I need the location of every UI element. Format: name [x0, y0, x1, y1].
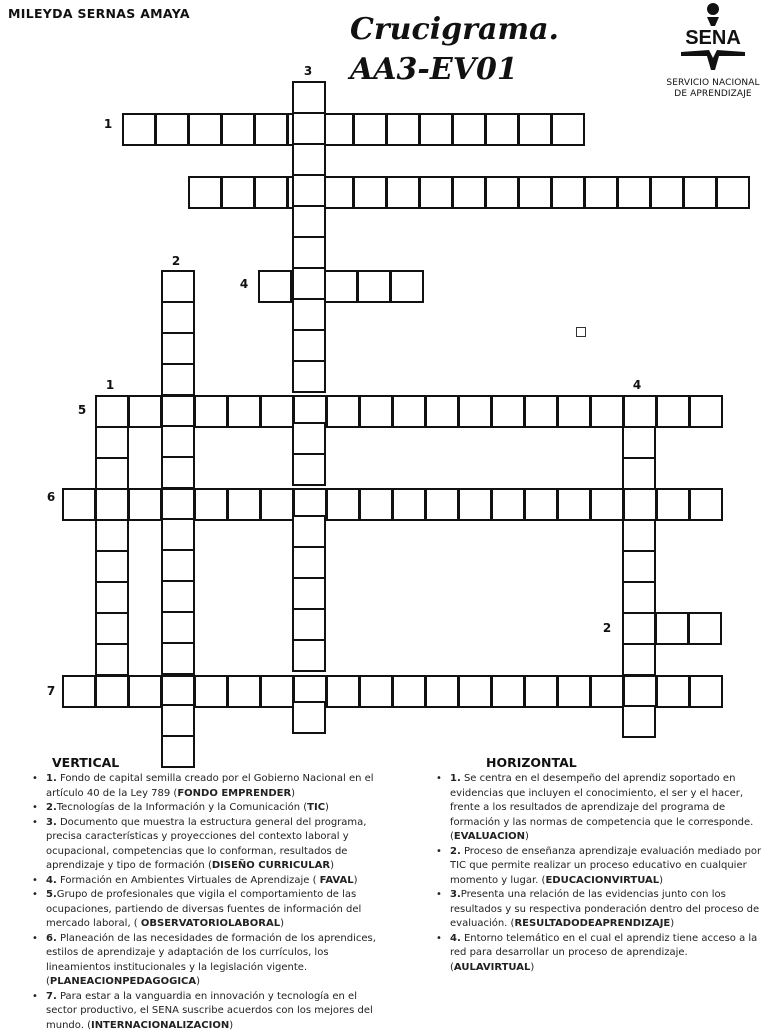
crossword-cell[interactable]: [292, 112, 326, 145]
crossword-cell[interactable]: [161, 549, 195, 582]
horizontal-clue-1-close: ): [525, 831, 529, 842]
horizontal-clue-2-close: ): [659, 875, 663, 886]
crossword-cell[interactable]: [292, 267, 326, 300]
clue-number-v2: 2: [166, 254, 186, 268]
crossword-cell[interactable]: [485, 176, 519, 209]
vertical-heading: VERTICAL: [52, 755, 119, 770]
crossword-cell[interactable]: [622, 643, 656, 676]
vertical-clue-1-close: ): [291, 788, 295, 799]
crossword-cell[interactable]: [292, 236, 326, 269]
crossword-cell[interactable]: [688, 612, 722, 645]
crossword-cell[interactable]: [419, 176, 453, 209]
crossword-cell[interactable]: [491, 488, 525, 521]
crossword-cell[interactable]: [194, 675, 228, 708]
horizontal-clue-4-close: ): [530, 962, 534, 973]
crossword-cell[interactable]: [623, 488, 657, 521]
crossword-cell[interactable]: [590, 488, 624, 521]
crossword-cell[interactable]: [292, 701, 326, 734]
crossword-cell[interactable]: [254, 176, 288, 209]
crossword-cell[interactable]: [655, 612, 689, 645]
crossword-cell[interactable]: [557, 675, 591, 708]
crossword-cell[interactable]: [683, 176, 717, 209]
title-line-2: AA3-EV01: [350, 50, 650, 90]
vertical-clue-6-text: Planeación de las necesidades de formación de los aprendices, estilos de aprendizaje y adaptación de los currículos, los lineamientos institucionales y la legislación vigente. (: [46, 933, 376, 988]
crossword-cell[interactable]: [622, 581, 656, 614]
horizontal-clue-1-num: 1.: [450, 773, 461, 784]
crossword-cell[interactable]: [491, 395, 525, 428]
stray-box-icon: [576, 327, 586, 337]
crossword-cell[interactable]: [485, 113, 519, 146]
crossword-cell[interactable]: [221, 113, 255, 146]
crossword-cell[interactable]: [524, 488, 558, 521]
vertical-clue-4-text: Formación en Ambientes Virtuales de Aprendizaje (: [57, 875, 320, 886]
crossword-cell[interactable]: [689, 395, 723, 428]
crossword-cell[interactable]: [292, 298, 326, 331]
crossword-cell[interactable]: [128, 675, 162, 708]
vertical-clue-1-num: 1.: [46, 773, 57, 784]
crossword-cell[interactable]: [161, 456, 195, 489]
horizontal-clue-4-answer: AULAVIRTUAL: [454, 962, 530, 973]
crossword-cell[interactable]: [392, 395, 426, 428]
clue-number-v4: 4: [234, 277, 254, 291]
vertical-clue-3-close: ): [330, 860, 334, 871]
clue-number-h2: 2: [597, 621, 617, 635]
clue-number-h1: 1: [98, 117, 118, 131]
vertical-clue-5-num: 5.: [46, 889, 57, 900]
crossword-cell[interactable]: [551, 176, 585, 209]
vertical-clue-4-num: 4.: [46, 875, 57, 886]
crossword-cell[interactable]: [458, 675, 492, 708]
crossword-cell[interactable]: [622, 457, 656, 490]
vertical-clue-1-answer: FONDO EMPRENDER: [177, 788, 291, 799]
vertical-clue-6: [24, 932, 384, 990]
crossword-cell[interactable]: [95, 675, 129, 708]
crossword-cell[interactable]: [518, 113, 552, 146]
crossword-cell[interactable]: [452, 176, 486, 209]
crossword-cell[interactable]: [326, 488, 360, 521]
crossword-cell[interactable]: [292, 639, 326, 672]
crossword-cell[interactable]: [551, 113, 585, 146]
crossword-cell[interactable]: [260, 675, 294, 708]
crossword-cell[interactable]: [258, 270, 292, 303]
crossword-cell[interactable]: [392, 488, 426, 521]
vertical-clue-6-answer: PLANEACIONPEDAGOGICA: [50, 976, 196, 987]
crossword-cell[interactable]: [656, 395, 690, 428]
crossword-cell[interactable]: [623, 675, 657, 708]
vertical-clue-7: [24, 990, 384, 1033]
horizontal-clue-3-num: 3.: [450, 889, 461, 900]
vertical-clue-3-answer: DISEÑO CURRICULAR: [212, 860, 330, 871]
crossword-cell[interactable]: [95, 581, 129, 614]
vertical-clue-1: [24, 772, 384, 801]
crossword-cell[interactable]: [689, 675, 723, 708]
horizontal-clue-3-answer: RESULTADODEAPRENDIZAJE: [514, 918, 670, 929]
clue-number-v6: 6: [41, 490, 61, 504]
title-line-1: Crucigrama.: [350, 10, 650, 50]
horizontal-clue-4-text: Entorno telemático en el cual el aprendiz tiene acceso a la red para desarrollar un proceso de aprendizaje. (: [450, 933, 757, 973]
crossword-cell[interactable]: [292, 453, 326, 486]
vertical-clue-2: [24, 801, 384, 816]
crossword-cell[interactable]: [221, 176, 255, 209]
crossword-cell[interactable]: [194, 488, 228, 521]
crossword-cell[interactable]: [292, 422, 326, 455]
crossword-cell[interactable]: [128, 395, 162, 428]
crossword-cell[interactable]: [161, 395, 195, 428]
crossword-cell[interactable]: [386, 113, 420, 146]
author-name: MILEYDA SERNAS AMAYA: [8, 6, 190, 21]
crossword-cell[interactable]: [458, 395, 492, 428]
horizontal-clue-2: [428, 845, 764, 889]
crossword-cell[interactable]: [590, 675, 624, 708]
clue-number-v5: 5: [72, 403, 92, 417]
crossword-cell[interactable]: [353, 176, 387, 209]
crossword-cell[interactable]: [161, 488, 195, 521]
crossword-cell[interactable]: [95, 519, 129, 552]
crossword-cell[interactable]: [95, 426, 129, 459]
horizontal-clue-2-answer: EDUCACIONVIRTUAL: [545, 875, 659, 886]
vertical-clue-5-close: ): [280, 918, 284, 929]
crossword-cell[interactable]: [622, 705, 656, 738]
crossword-cell[interactable]: [656, 488, 690, 521]
crossword-cell[interactable]: [254, 113, 288, 146]
crossword-cell[interactable]: [292, 608, 326, 641]
crossword-cell[interactable]: [357, 270, 391, 303]
vertical-clue-5-text: Grupo de profesionales que vigila el comportamiento de las ocupaciones, partiendo de diversas fuentes de información del mercado laboral, (: [46, 889, 361, 929]
crossword-cell[interactable]: [326, 395, 360, 428]
horizontal-clue-4: [428, 932, 764, 976]
horizontal-clue-list: [428, 772, 764, 975]
crossword-cell[interactable]: [622, 426, 656, 459]
crossword-cell[interactable]: [656, 675, 690, 708]
crossword-cell[interactable]: [622, 519, 656, 552]
crossword-cell[interactable]: [458, 488, 492, 521]
vertical-clue-3: [24, 816, 384, 874]
vertical-clue-7-text: Para estar a la vanguardia en innovación y tecnología en el sector productivo, el SENA suscribe acuerdos con los mejores del mundo. (: [46, 991, 373, 1031]
crossword-cell[interactable]: [161, 332, 195, 365]
horizontal-clue-3-close: ): [670, 918, 674, 929]
crossword-cell[interactable]: [524, 675, 558, 708]
vertical-clue-6-close: ): [196, 976, 200, 987]
horizontal-clue-3: [428, 888, 764, 932]
crossword-cell[interactable]: [617, 176, 651, 209]
crossword-cell[interactable]: [292, 329, 326, 362]
crossword-cell[interactable]: [518, 176, 552, 209]
crossword-cell[interactable]: [716, 176, 750, 209]
horizontal-clue-4-num: 4.: [450, 933, 461, 944]
crossword-cell[interactable]: [557, 395, 591, 428]
vertical-clue-2-close: ): [325, 802, 329, 813]
crossword-cell[interactable]: [359, 488, 393, 521]
crossword-cell[interactable]: [161, 518, 195, 551]
vertical-clue-5: [24, 888, 384, 932]
crossword-cell[interactable]: [188, 113, 222, 146]
crossword-cell[interactable]: [452, 113, 486, 146]
crossword-cell[interactable]: [650, 176, 684, 209]
vertical-clue-1-text: Fondo de capital semilla creado por el Gobierno Nacional en el artículo 40 de la Ley 789 (: [46, 773, 374, 799]
crossword-cell[interactable]: [62, 675, 96, 708]
vertical-clue-7-answer: INTERNACIONALIZACION: [91, 1020, 229, 1031]
crossword-cell[interactable]: [557, 488, 591, 521]
crossword-cell[interactable]: [122, 113, 156, 146]
crossword-cell[interactable]: [95, 488, 129, 521]
crossword-cell[interactable]: [161, 301, 195, 334]
crossword-cell[interactable]: [62, 488, 96, 521]
clue-number-h4: 4: [627, 378, 647, 392]
horizontal-clue-2-text: Proceso de enseñanza aprendizaje evaluación mediado por TIC que permite realizar un proceso educativo en cualquier momento y lugar. (: [450, 846, 761, 886]
sena-logo-text: SENA: [685, 27, 741, 49]
clue-number-v3: 3: [298, 64, 318, 78]
vertical-clue-list: [24, 772, 384, 1033]
vertical-clue-7-num: 7.: [46, 991, 57, 1002]
crossword-cell[interactable]: [188, 176, 222, 209]
horizontal-clue-3-text: Presenta una relación de las evidencias junto con los resultados y su respectiva ponderación dentro del proceso de evaluación. (: [450, 889, 759, 929]
crossword-cell[interactable]: [292, 205, 326, 238]
crossword-cell[interactable]: [161, 580, 195, 613]
crossword-cell[interactable]: [161, 704, 195, 737]
crossword-cell[interactable]: [491, 675, 525, 708]
clue-number-v1: 1: [100, 378, 120, 392]
crossword-cell[interactable]: [326, 675, 360, 708]
crossword-cell[interactable]: [590, 395, 624, 428]
crossword-cell[interactable]: [623, 395, 657, 428]
crossword-cell[interactable]: [425, 675, 459, 708]
vertical-clue-4: [24, 874, 384, 889]
horizontal-heading: HORIZONTAL: [486, 755, 577, 770]
crossword-cell[interactable]: [95, 612, 129, 645]
vertical-clue-2-answer: TIC: [307, 802, 325, 813]
crossword-cell[interactable]: [95, 643, 129, 676]
crossword-cell[interactable]: [161, 611, 195, 644]
sena-caption-line-2: DE APRENDIZAJE: [660, 89, 766, 100]
crossword-cell[interactable]: [425, 395, 459, 428]
crossword-cell[interactable]: [227, 395, 261, 428]
crossword-cell[interactable]: [161, 642, 195, 675]
crossword-cell[interactable]: [392, 675, 426, 708]
crossword-cell[interactable]: [161, 270, 195, 303]
crossword-cell[interactable]: [390, 270, 424, 303]
crossword-cell[interactable]: [292, 81, 326, 114]
vertical-clue-5-answer: OBSERVATORIOLABORAL: [141, 918, 280, 929]
crossword-cell[interactable]: [292, 577, 326, 610]
crossword-cell[interactable]: [386, 176, 420, 209]
crossword-cell[interactable]: [292, 143, 326, 176]
crossword-cell[interactable]: [292, 174, 326, 207]
crossword-cell[interactable]: [524, 395, 558, 428]
horizontal-clue-2-num: 2.: [450, 846, 461, 857]
crossword-cell[interactable]: [292, 546, 326, 579]
vertical-clue-6-num: 6.: [46, 933, 57, 944]
crossword-cell[interactable]: [324, 270, 358, 303]
crossword-cell[interactable]: [95, 457, 129, 490]
crossword-cell[interactable]: [227, 488, 261, 521]
crossword-cell[interactable]: [161, 735, 195, 768]
crossword-cell[interactable]: [584, 176, 618, 209]
crossword-cell[interactable]: [260, 488, 294, 521]
horizontal-clue-1-answer: EVALUACION: [454, 831, 525, 842]
vertical-clue-2-text: Tecnologías de la Información y la Comunicación (: [57, 802, 307, 813]
horizontal-clue-1: [428, 772, 764, 845]
crossword-cell[interactable]: [359, 395, 393, 428]
crossword-cell[interactable]: [425, 488, 459, 521]
crossword-cell[interactable]: [353, 113, 387, 146]
crossword-cell[interactable]: [689, 488, 723, 521]
crossword-cell[interactable]: [292, 515, 326, 548]
vertical-clue-2-num: 2.: [46, 802, 57, 813]
sena-caption-line-1: SERVICIO NACIONAL: [660, 78, 766, 89]
crossword-cell[interactable]: [128, 488, 162, 521]
crossword-cell[interactable]: [359, 675, 393, 708]
vertical-clue-4-answer: FAVAL: [320, 875, 354, 886]
crossword-cell[interactable]: [194, 395, 228, 428]
crossword-cell[interactable]: [260, 395, 294, 428]
crossword-cell[interactable]: [161, 363, 195, 396]
crossword-cell[interactable]: [419, 113, 453, 146]
vertical-clue-3-num: 3.: [46, 817, 57, 828]
crossword-cell[interactable]: [95, 550, 129, 583]
vertical-clue-4-close: ): [354, 875, 358, 886]
crossword-cell[interactable]: [227, 675, 261, 708]
clue-number-v7: 7: [41, 684, 61, 698]
crossword-cell[interactable]: [155, 113, 189, 146]
crossword-cell[interactable]: [161, 425, 195, 458]
crossword-cell[interactable]: [622, 550, 656, 583]
horizontal-clue-1-text: Se centra en el desempeño del aprendiz soportado en evidencias que incluyen el conocimiento, el ser y el hacer, frente a los resultados de aprendizaje del programa de formación y las normas de competencia que le corresponde. (: [450, 773, 753, 842]
crossword-cell[interactable]: [622, 612, 656, 645]
vertical-clue-3-text: Documento que muestra la estructura general del programa, precisa características y proyecciones del contexto laboral y ocupacional, competencias que lo conforman, resultados de aprendizaje y tipo de formación (: [46, 817, 366, 872]
crossword-cell[interactable]: [95, 395, 129, 428]
vertical-clue-7-close: ): [229, 1020, 233, 1031]
crossword-cell[interactable]: [292, 360, 326, 393]
